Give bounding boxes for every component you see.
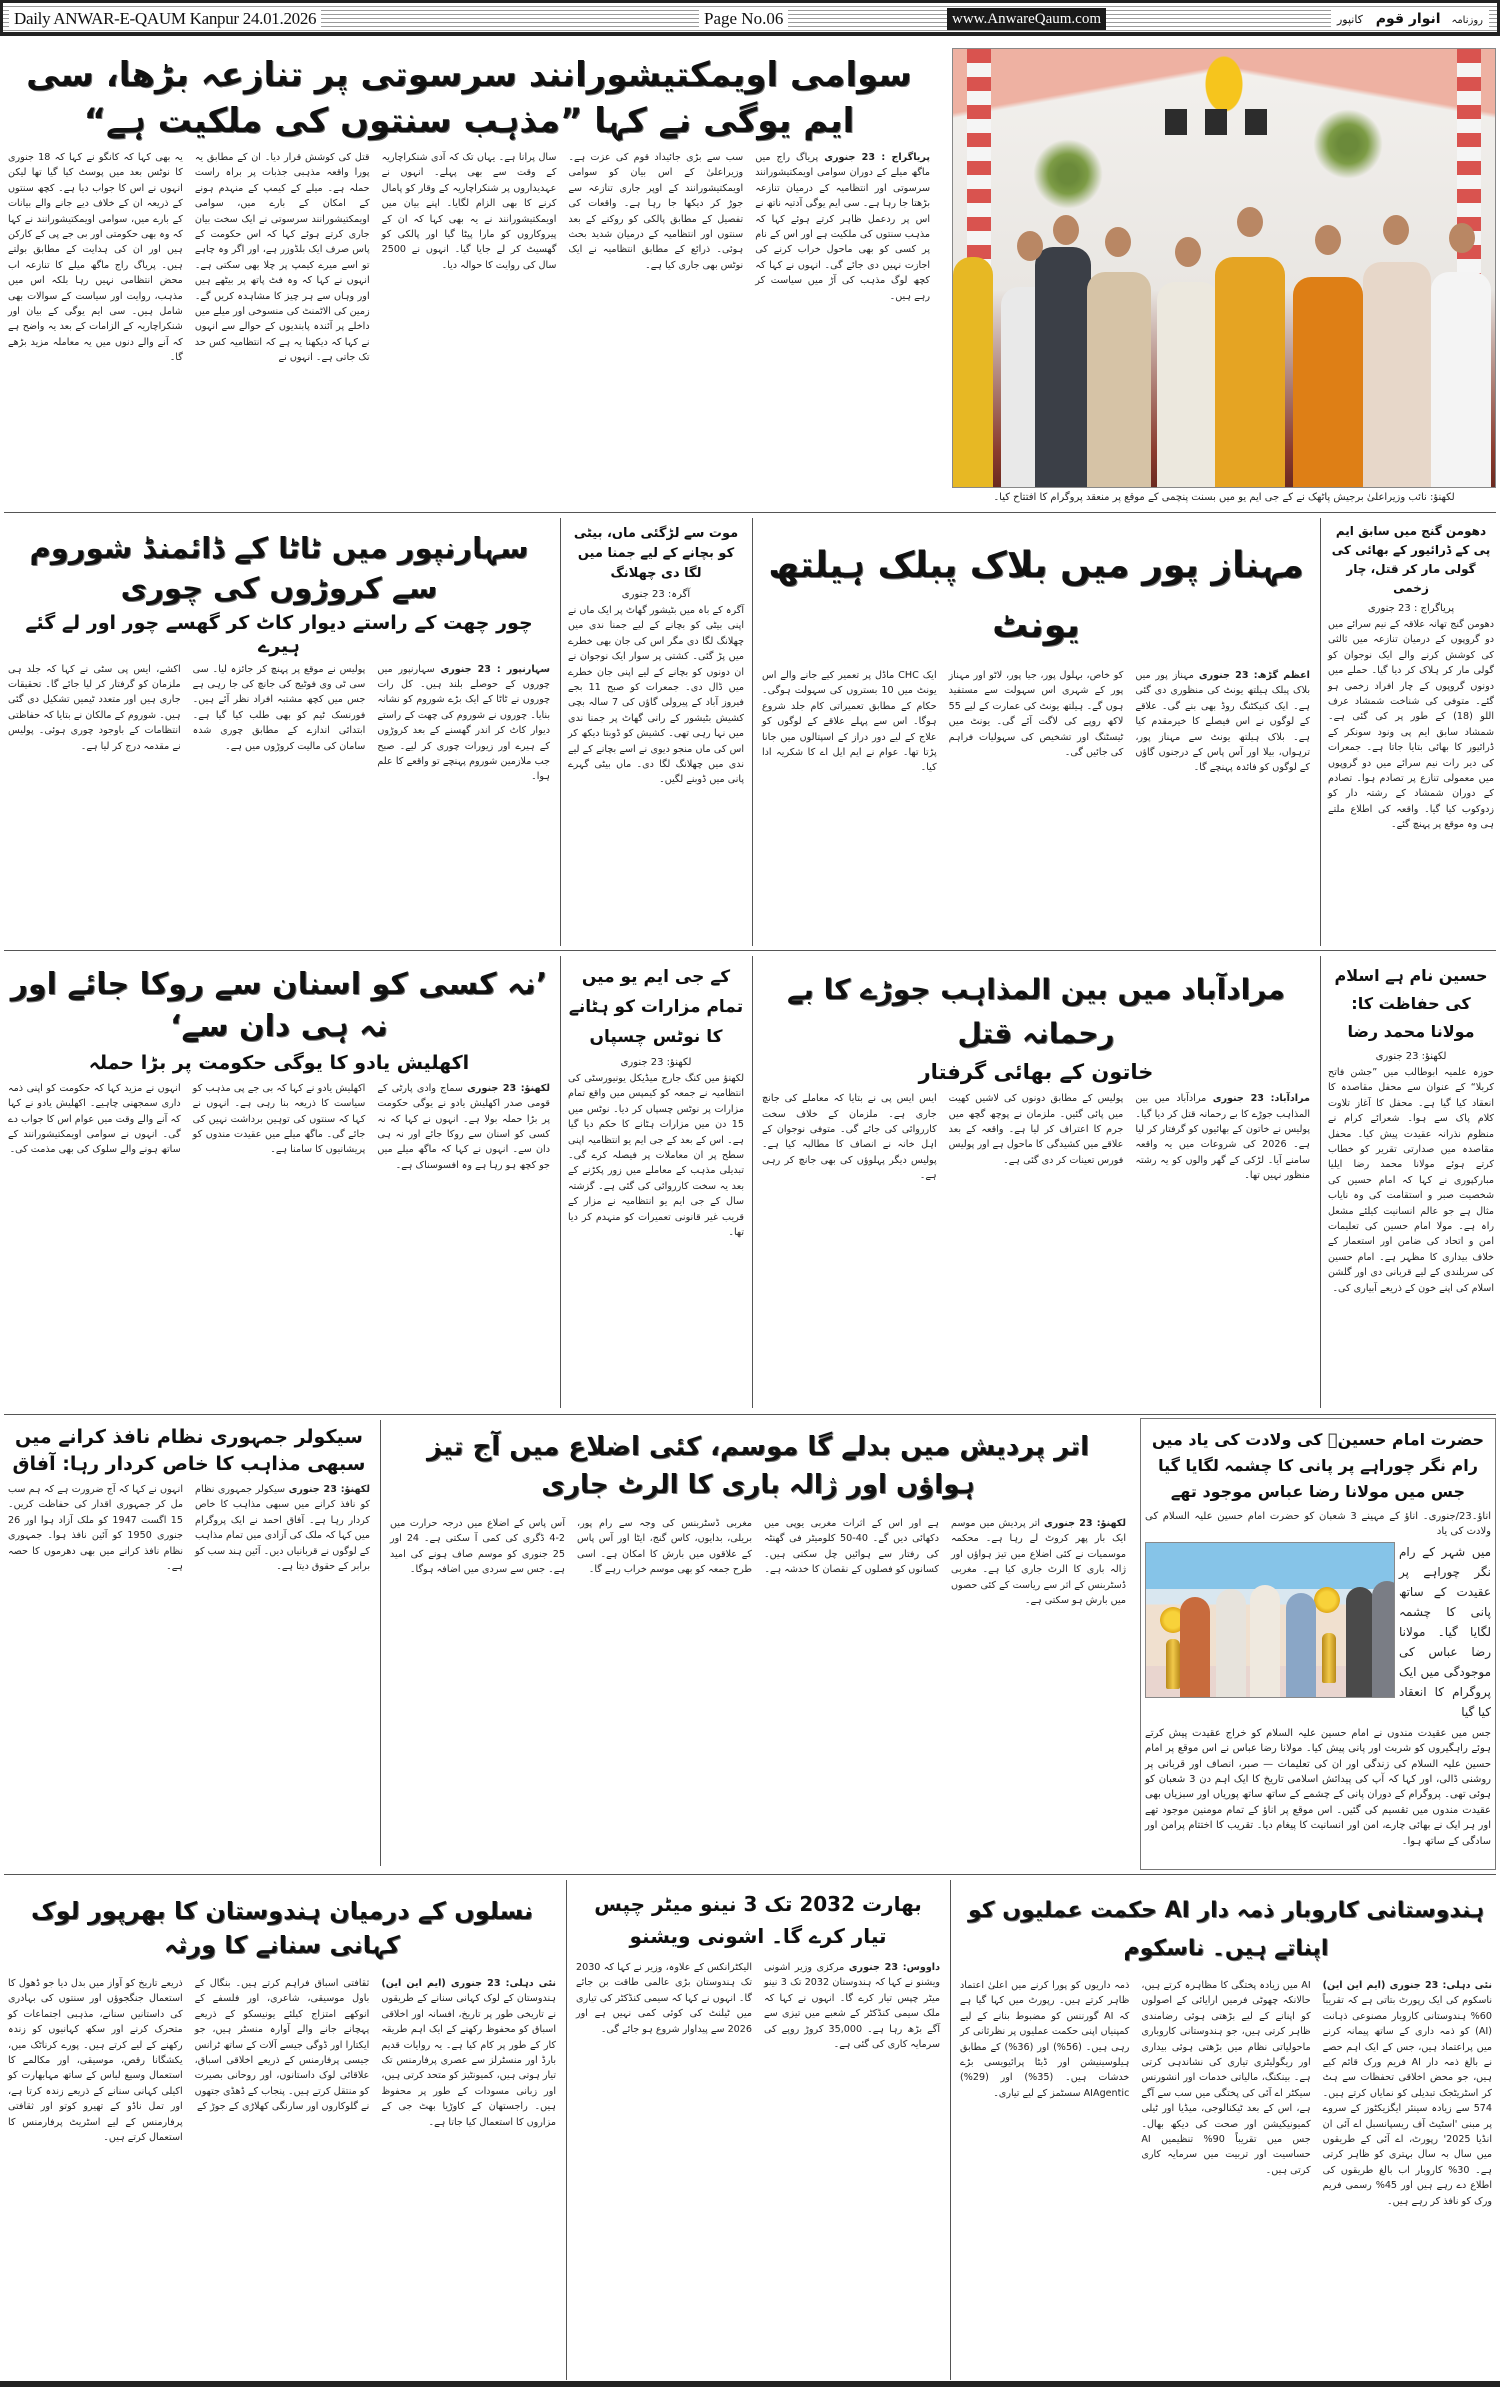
saharanpur-subhead: چور چھت کے راستے دیوار کاٹ کر گھسے چور اور لے گئے ہیرے: [25, 612, 533, 657]
secular-article: [4, 1420, 374, 1868]
folk-col-3: ذریعے تاریخ کو آواز میں بدل دیا جو ڈھول کا استعمال جنگجوؤں اور سنتوں کی بہادری کی داستانیں سنانے، مذہبی اجتماعات کو متحرک کرنے اور سکھ کہانیوں کو زندہ رکھنے کے لیے کرتے ہیں۔ پورے کرناٹک میں، یکشگانا رقص، موسیقی، اور مکالمے کا استعمال وسیع لباس کے ساتھ مہابھارت کو اکیلی کہانی سنانے کے ذریعے زندہ کرتا ہے، اور تمل ناڈو کے تھیرو کوتو اور ثقافتی پرفارمنس کے لیے اسٹریٹ پرفارمنس کا استعمال کرتے ہیں۔: [7, 1978, 183, 2144]
lead-col-5: یہ بھی کہا کہ کانگو نے کہا کہ 18 جنوری کا نوٹس بعد میں پوسٹ کیا گیا تھا لیکن انہوں نے اس کا جواب دیا ہے۔ کچھ سنتوں کے ذریعہ ان کے خلاف دیے جانے والے بیانات کے بارے میں، سوامی اویمکتیشورانند نے کہا کہ وہ بھی حکومتی اور بی جے پی کے کارکن ہیں اور ان کی ہدایت کے مطابق بولتے ہیں۔ پریاگ راج ماگھ میلے کا تنازعہ اب محض انتظامی نہیں رہا بلکہ اس میں مذہب، روایت اور سیاست کے سوالات بھی شامل ہیں۔ سی ایم یوگی کے بیان اور شنکراچاریہ کے الزامات کے بعد یہ واضح ہے کہ آنے والے دنوں میں یہ معاملہ مزید بڑھے گا۔: [8, 152, 183, 364]
lead-body: [4, 150, 934, 510]
mehnazpur-article: [758, 518, 1314, 948]
crowd: [953, 215, 1495, 487]
dhoomanganj-dateline: پریاگراج : 23 جنوری: [1367, 603, 1455, 614]
akhilesh-headline: ’نہ کسی کو اسنان سے روکا جائے اور نہ ہی دان سے‘: [10, 967, 548, 1044]
secular-col-1: لکھنؤ: 23 جنوری سیکولر جمہوری نظام کو نافذ کرانے میں سبھی مذاہب کا خاص کردار رہا ہے۔ آفاق احمد نے ایک پروگرام میں کہا کہ ملک کی آزادی میں تمام مذاہب کے لوگوں نے قربانیاں دیں۔ آئین ہند سب کو برابر کے حقوق دیتا ہے۔: [195, 1484, 370, 1573]
imam-hussain-headline: حضرت امام حسینؑ کی ولادت کی یاد میں رام نگر چوراہے پر پانی کا چشمہ لگایا گیا جس میں مولانا رضا عباس موجود تھے: [1152, 1430, 1484, 1501]
moradabad-subhead: خاتون کے بھائی گرفتار: [918, 1060, 1154, 1084]
bottom-border: [0, 2381, 1500, 2387]
lead-col-3: سال پرانا ہے۔ یہاں تک کہ آدی شنکراچاریہ کے وقت سے بھی پہلے۔ انہوں نے عہدیداروں پر شنکراچاریہ کے وقار کو پامال کرنے کا بھی الزام لگایا۔ اپنے بیان میں اویمکتیشورانند نے یہ بھی کہا کہ ان کے پیروکاروں کو مارا پیٹا گیا اور پالکی کو گھسیٹ کر لے جایا گیا۔ انہوں نے 2500 سال کی روایت کا حوالہ دیا۔: [381, 152, 557, 271]
akhilesh-article: [4, 956, 554, 1410]
secular-col-2: انہوں نے کہا کہ آج ضرورت ہے کہ ہم سب مل کر جمہوری اقدار کی حفاظت کریں۔ 15 اگست 1947 کو ملک آزاد ہوا اور 26 جنوری 1950 کو آئین نافذ ہوا۔ جمہوری نظام نافذ کرانے میں بھی دھرموں کا حصہ ہے۔: [8, 1484, 183, 1573]
kgmu-dateline: لکھنؤ: 23 جنوری: [620, 1057, 692, 1068]
mehnazpur-col-1: اعظم گڑھ: 23 جنوری مہناز پور میں بلاک پبلک ہیلتھ یونٹ کی منظوری دی گئی ہے۔ ایک کنیکٹنگ روڈ بھی بنے گی۔ علاقے کے لوگوں نے اس فیصلے کا خیرمقدم کیا ہے۔ بلاک ہیلتھ یونٹ سے مہناز پور، ترہواں، بیلا اور آس پاس کے درجنوں گاؤں کے لوگوں کو فائدہ پہنچے گا۔: [1135, 670, 1310, 774]
saharanpur-col-2: پولیس نے موقع پر پہنچ کر جائزہ لیا۔ سی سی ٹی وی فوٹیج کی جانچ کی جا رہی ہے جس میں کچھ مشتبہ افراد نظر آئے ہیں۔ فورنسک ٹیم کو بھی طلب کیا گیا ہے۔ ابتدائی اندازے کے مطابق چوری شدہ سامان کی مالیت کروڑوں میں ہے۔: [192, 663, 366, 752]
weather-article: [386, 1420, 1130, 1868]
kgmu-body: لکھنؤ میں کنگ جارج میڈیکل یونیورسٹی کی انتظامیہ نے جمعہ کو کیمپس میں واقع تمام مزارات پر نوٹس چسپاں کر دیا۔ نوٹس میں 15 دن میں مزارات ہٹانے کا حکم دیا گیا ہے۔ اس کے بعد کے جی ایم یو انتظامیہ اپنی سطح پر ان معاملات پر فیصلہ کرے گی۔ تبدیلی مذہب کے معاملے میں زور پکڑنے کے بعد یہ سخت کارروائی کی گئی ہے۔ گزشتہ سال کے جی ایم یو انتظامیہ نے مزار کے قریب غیر قانونی تعمیرات کو منہدم کر دیا تھا۔: [568, 1073, 744, 1239]
nanometer-col-2: الیکٹرانکس کے علاوہ، وزیر نے کہا کہ 2030 تک ہندوستان بڑی عالمی طاقت بن جائے گا۔ انہوں نے کہا کہ سیمی کنڈکٹر کی تیاری میں ٹیلنٹ کی کوئی کمی نہیں ہے اور 2026 سے پیداوار شروع ہو جائے گی۔: [576, 1962, 752, 2035]
mehnazpur-col-2: کو خاص، بہلول پور، جیا پور، لاٹو اور مہناز پور کے شہری اس سہولت سے مستفید ہوں گے۔ ہیلتھ یونٹ کی عمارت کے لیے 55 لاکھ روپے کی لاگت آئے گی۔ یونٹ میں ٹیسٹنگ اور تشخیص کی سہولیات فراہم کی جائیں گی۔: [948, 670, 1124, 759]
lead-col-2: سب سے بڑی جائیداد قوم کی عزت ہے۔ وزیراعلیٰ کے اس بیان کو سوامی اویمکتیشورانند کے اوپر جاری تنازعہ سے جوڑ کر دیکھا جا رہا ہے۔ واقعات کی تفصیل کے مطابق پالکی کو روکنے کے بعد سنتوں اور انتظامیہ کے درمیان شدید بحث ہوئی۔ ذرائع کے مطابق انتظامیہ نے ایک نوٹس بھی جاری کیا ہے۔: [568, 152, 744, 271]
lead-dateline: پریاگراج : 23 جنوری: [824, 152, 930, 163]
folk-col-2: ثقافتی اسباق فراہم کرتے ہیں۔ بنگال کے باول موسیقی، شاعری، اور فلسفے کے انوکھے امتزاج کیلئے یونیسکو کے ذریعے پہچانے جانے والے آوارہ منسٹر ہیں، جو ایکتارا اور ڈوگی جیسے آلات کے ساتھ ٹرانس جیسی پرفارمنس کے ذریعے اخلاقی اسباق، علاقائی لوک داستانوں، اور روحانی بصیرت کو منتقل کرتے ہیں۔ پنجاب کے ڈھڈی جتھوں نے گلوکاروں اور سارنگی کھلاڑی کے جوڑ کے: [194, 1978, 370, 2113]
imam-hussain-photo: [1145, 1542, 1395, 1698]
folk-stories-headline: نسلوں کے درمیان ہندوستان کا بھرپور لوک کہانی سنانے کا ورثہ: [31, 1897, 533, 1959]
hussain-dateline: لکھنؤ: 23 جنوری: [1375, 1051, 1447, 1062]
lead-col-4: قتل کی کوشش قرار دیا۔ ان کے مطابق یہ پورا واقعہ مذہبی جذبات پر براہ راست حملہ ہے۔ میلے کے کیمپ کے منہدم ہونے کے امکان کے بارے میں، سوامی اویمکتیشورانند سرسوتی نے ایک سخت بیان جاری کرتے ہوئے کہا کہ اس حکومت کے پاس صرف ایک بلڈوزر ہے، اور اگر وہ چاہے تو اسے میرے کیمپ پر چلا بھی سکتی ہے۔ انہوں نے کہا کہ وہ فٹ پاتھ پر بیٹھے ہیں اور وہاں سے ہر چیز کا مشاہدہ کریں گے۔ زمین کی الاٹمنٹ کی منسوخی اور میلے میں داخلے پر آئندہ پابندیوں کے حوالے سے انہوں نے کہا کہ دیکھنا یہ ہے کہ انتظامیہ کس حد تک جاتی ہے۔ انہوں نے: [194, 152, 370, 364]
newspaper-logo: [1331, 8, 1489, 30]
weather-col-1: لکھنؤ: 23 جنوری اتر پردیش میں موسم ایک بار پھر کروٹ لے رہا ہے۔ محکمہ موسمیات نے کئی اضلاع میں تیز ہواؤں اور ژالہ باری کا الرٹ جاری کیا ہے۔ مغربی ڈسٹربنس کے اثر سے ریاست کے کئی حصوں میں بارش ہو سکتی ہے۔: [951, 1518, 1126, 1607]
nanometer-col-1: داووس: 23 جنوری مرکزی وزیر اشونی ویشنو نے کہا کہ ہندوستان 2032 تک 3 نینو میٹر چپس تیار کرے گا۔ انہوں نے کہا کہ ملک سیمی کنڈکٹر کے شعبے میں تیزی سے آگے بڑھ رہا ہے۔ 35,000 کروڑ روپے کی سرمایہ کاری کی گئی ہے۔: [764, 1962, 940, 2051]
nasscom-col-1: نئی دہلی: 23 جنوری (ایم این این) ناسکوم کی ایک رپورٹ بتاتی ہے کہ تقریباً 60% ہندوستانی کاروبار مصنوعی ذہانت (AI) کو ذمہ داری کے ساتھ پیمانہ کرنے میں پراعتماد ہیں، جس کے ایک اہم حصے نے بالغ ذمہ دار AI فریم ورک قائم کیے ہیں، جو محض اخلاقی تحفظات سے ہٹ کر اسٹریٹجک تبدیلی کو نمایاں کرتے ہیں۔ 574 سے زیادہ سینئر ایگزیکٹوز کے سروے پر مبنی 'اسٹیٹ آف ریسپانسبل اے آئی ان انڈیا 2025' رپورٹ، اے آئی کے طریقوں میں سال بہ سال بہتری کو ظاہر کرتی ہے۔ 30% کاروبار اب بالغ طریقوں کی اطلاع دے رہے ہیں اور 45% رسمی فریم ورک کو نافذ کر رہے ہیں۔: [1322, 1980, 1492, 2207]
saharanpur-col-3: اکشے، ایس پی سٹی نے کہا کہ جلد ہی ملزمان کو گرفتار کر لیا جائے گا۔ تحقیقات جاری ہیں اور متعدد ٹیمیں تشکیل دی گئی ہیں۔ شوروم کے مالکان نے بتایا کہ حفاظتی انتظامات کے باوجود چوری ہوئی۔ پولیس نے مقدمہ درج کر لیا ہے۔: [7, 663, 181, 752]
lead-photo: [952, 48, 1496, 488]
imam-hussain-article: [1140, 1418, 1496, 1870]
imam-hussain-body: جس میں عقیدت مندوں نے امام حسین علیہ السلام کو خراج عقیدت پیش کرتے ہوئے راہگیروں کو شربت اور پانی پیش کیا۔ مولانا رضا عباس نے اس موقع پر امام حسین علیہ السلام کی زندگی اور ان کی تعلیمات — صبر، انصاف اور قربانی پر روشنی ڈالی، اور کہا کہ آپ کی پیدائش اسلامی تاریخ کا ایک اہم دن 3 شعبان کو ہوئی تھی۔ پروگرام کے دوران پانی کے چشمے کے ساتھ ساتھ پوریاں اور سبزیاں بھی عقیدت مندوں میں تقسیم کی گئیں۔ اس موقع پر اناؤ کے تمام مومنین موجود تھے اور ہر ایک نے بھائی چارے، امن اور انسانیت کا پیغام دیا۔ تقریب کا اختتام پرامن اور سادگی کے ساتھ ہوا۔: [1145, 1727, 1491, 1847]
moradabad-col-2: پولیس کے مطابق دونوں کی لاشیں کھیت میں پائی گئیں۔ ملزمان نے پوچھ گچھ میں جرم کا اعتراف کر لیا ہے۔ واقعہ کے بعد علاقے میں کشیدگی کا ماحول ہے اور پولیس فورس تعینات کر دی گئی ہے۔: [948, 1093, 1124, 1166]
mehnazpur-col-3: ایک CHC ماڈل پر تعمیر کیے جانے والے اس یونٹ میں 10 بستروں کی سہولت ہوگی۔ حکام کے مطابق تعمیراتی کام جلد شروع ہوگا۔ اس سے پہلے علاقے کے لوگوں کو علاج کے لیے دور دراز کے اسپتالوں میں جانا پڑتا تھا۔ عوام نے ایم ایل اے کا شکریہ ادا کیا۔: [761, 670, 937, 774]
saharanpur-col-1: سہارنپور : 23 جنوری سہارنپور میں چوروں کے حوصلے بلند ہیں۔ کل رات چوروں نے ٹاٹا کے ایک بڑے شوروم کو نشانہ بنایا۔ چوروں نے شوروم کی چھت کے راستے دیوار کاٹ کر اندر گھسنے کے بعد کروڑوں کے ہیرے اور زیورات چوری کر لیے۔ صبح جب ملازمین شوروم پہنچے تو واقعے کا علم ہوا۔: [377, 663, 550, 783]
agra-article: [566, 518, 746, 948]
folk-col-1: نئی دہلی: 23 جنوری (ایم این این) ہندوستان کے لوک کہانی سنانے کے طریقوں نے تاریخی طور پر تاریخ، افسانہ اور اخلاقی اسباق کو محفوظ رکھنے کے ایک اہم طریقہ کار کے طور پر کام کیا ہے۔ یہ روایات قدیم بارڈ اور منسٹرلز سے عصری پرفارمنس تک تیار ہوتی ہیں، کمیونٹیز کو متحد کرتی ہیں، اور زبانی مسودات کے طور پر محفوظ ہیں۔ راجستھان کے کاوڑیا بھٹ جی کے مزاروں کا استعمال کیا جاتا ہے۔: [381, 1978, 556, 2128]
imam-hussain-side-text: میں شہر کے رام نگر چوراہے پر عقیدت کے ساتھ پانی کا چشمہ لگایا گیا۔ مولانا رضا عباس کی موجودگی میں ایک پروگرام کا انعقاد کیا گیا: [1399, 1544, 1491, 1719]
nasscom-headline: ہندوستانی کاروبار ذمہ دار AI حکمت عملیوں کو اپناتے ہیں۔ ناسکوم: [968, 1898, 1484, 1961]
imam-hussain-lead: اناؤ۔23/جنوری۔ اناؤ کے مہینے 3 شعبان کو حضرت امام حسین علیہ السلام کی ولادت کی یاد: [1145, 1511, 1491, 1538]
nasscom-col-2: AI میں زیادہ پختگی کا مظاہرہ کرتے ہیں، حالانکہ چھوٹی فرمیں ارایائی کے اصولوں کو اپنانے کے لیے بڑھتی ہوئی رضامندی ظاہر کرتی ہیں، جو ہندوستانی کاروباری ماحولیاتی نظام میں بڑھتی ہوئی بیداری اور ریگولیٹری تیاری کی نشاندہی کرتی ہے۔ بینکنگ، مالیاتی خدمات اور انشورنس سیکٹر اے آئی کی پختگی میں سب سے آگے ہے، اس کے بعد ٹیکنالوجی، میڈیا اور ٹیلی کمیونیکیشن اور صحت کی دیکھ بھال۔ جس میں تقریباً 90% تنظیمیں AI حساسیت اور تربیت میں سرمایہ کاری کرتی ہیں۔: [1141, 1980, 1311, 2176]
weather-headline: اتر پردیش میں بدلے گا موسم، کئی اضلاع میں آج تیز ہواؤں اور ژالہ باری کا الرٹ جاری: [426, 1432, 1090, 1500]
moradabad-col-3: ایس ایس پی نے بتایا کہ معاملے کی جانچ جاری ہے۔ ملزمان کے خلاف سخت کارروائی کی جائے گی۔ متوفی نوجوان کے اہل خانہ نے انصاف کا مطالبہ کیا ہے۔ پولیس دیگر پہلوؤں کی بھی جانچ کر رہی ہے۔: [761, 1093, 937, 1182]
hussain-body: حوزہ علمیہ ابوطالب میں ”جشن فاتح کربلا“ کے عنوان سے محفل مقاصدہ کا انعقاد کیا گیا ہے۔ محفل کا آغاز تلاوت کلام پاک سے ہوا۔ شعرائے کرام نے منظوم نذرانہ عقیدت پیش کیا۔ محفل مقاصدہ میں صدارتی تقریر کو خطاب کرتے ہوئے مولانا محمد رضا ایلیا مبارکپوری نے کہا کہ امام حسین کی شخصیت صبر و استقامت کی وہ نایاب مثال ہے جو عالم انسانیت کیلئے مشعل راہ ہے۔ مولا امام حسین کی تعلیمات امن و اتحاد کی ضامن اور استعمار کے خلاف بیداری کا مظہر ہے۔ امام حسین کی سربلندی کے لیے قربانی دی اور گلشن اسلام کی اپنے خون کے ذریعے آبیاری کی۔: [1328, 1067, 1494, 1294]
hussain-headline: حسین نام ہے اسلام کی حفاظت کا: مولانا محمد رضا: [1334, 966, 1488, 1041]
akhilesh-col-2: اکھلیش یادو نے کہا کہ بی جے پی مذہب کو سیاست کا ذریعہ بنا رہی ہے۔ انہوں نے کہا کہ سنتوں کی توہین برداشت نہیں کی جائے گی۔ ماگھ میلے میں عقیدت مندوں کو پریشانیوں کا سامنا ہے۔: [192, 1082, 366, 1156]
saharanpur-headline: سہارنپور میں ٹاٹا کے ڈائمنڈ شوروم سے کروڑوں کی چوری: [29, 531, 529, 605]
page-number: Page No.06: [699, 8, 788, 30]
saharanpur-article: [4, 518, 554, 948]
hussain-article: [1326, 956, 1496, 1410]
lead-headline: سوامی اویمکتیشورانند سرسوتی پر تنازعہ بڑھا، سی ایم یوگی نے کہا ”مذہب سنتوں کی ملکیت ہے“: [26, 55, 912, 141]
nanometer-article: [572, 1880, 944, 2380]
akhilesh-col-1: لکھنؤ: 23 جنوری سماج وادی پارٹی کے قومی صدر اکھلیش یادو نے یوگی حکومت پر بڑا حملہ بولا ہے۔ انہوں نے کہا کہ نہ کسی کو اسنان سے روکا جائے اور نہ ہی دان سے۔ انہوں نے کہا کہ ماگھ میلے میں جو کچھ ہو رہا ہے وہ افسوسناک ہے۔: [377, 1082, 550, 1171]
logo-prefix: روزنامہ: [1451, 15, 1483, 26]
website-link[interactable]: www.AnwareQaum.com: [947, 8, 1106, 30]
weather-col-2: ہے اور اس کے اثرات مغربی یوپی میں دکھائی دیں گے۔ 40-50 کلومیٹر فی گھنٹہ کی رفتار سے ہوائیں چل سکتی ہیں۔ کسانوں کو فصلوں کے نقصان کا خدشہ ہے۔: [764, 1518, 939, 1576]
kgmu-headline: کے جی ایم یو میں تمام مزارات کو ہٹانے کا نوٹس چسپاں: [568, 967, 744, 1047]
mehnazpur-headline: مہناز پور میں بلاک پبلک ہیلتھ یونٹ: [768, 545, 1304, 646]
kgmu-article: [566, 956, 746, 1410]
dhoomanganj-body: دھومن گنج تھانہ علاقہ کے نیم سرائے میں دو گروپوں کے درمیان تنازعہ میں ثالثی کی کوشش کرنے والے ایک نوجوان کو گولی مار کر ہلاک کر دیا گیا۔ حملے میں دونوں گروپوں کے چار افراد زخمی ہو گئے۔ متوفی کی شناخت شمشاد عرف اللو (18) کے طور پر کی گئی ہے۔ شمشاد سابق ایم پی ونود سونکر کے ڈرائیور کا بھائی بتایا جاتا ہے۔ جمعرات کی دیر رات نیم سرائے میں دو گروپوں میں معمولی تنازع پر تصادم ہوا۔ تصادم کے دوران شمشاد کے رشتہ دار کو زدوکوب کیا گیا۔ واقعہ کی اطلاع ملتے ہی وہ موقع پر پہنچ گئے۔: [1328, 619, 1494, 831]
agra-headline: موت سے لڑگئی ماں، بیٹی کو بچانے کے لیے جمنا میں لگا دی چھلانگ: [573, 526, 739, 581]
nasscom-col-3: ذمہ داریوں کو پورا کرنے میں اعلیٰ اعتماد ظاہر کرتے ہیں۔ رپورٹ میں کہا گیا ہے کہ AI گورننس کو مضبوط بنانے کے لیے کمپنیاں اپنی حکمت عملیوں پر نظرثانی کر رہی ہیں۔ (56%) اور (36%) کے مطابق ہیلوسینیشن اور ڈیٹا پرائیویسی بڑے خدشات ہیں۔ (35%) اور (29%) AIAgentic سسٹمز کے لیے تیاری۔: [960, 1980, 1130, 2099]
lead-col-1: پریاگراج : 23 جنوری پریاگ راج میں ماگھ میلے کے دوران سوامی اویمکتیشورانند سرسوتی اور انتظامیہ کے درمیان تنازعہ بڑھتا جا رہا ہے۔ سی ایم یوگی آدتیہ ناتھ نے اس پر ردعمل ظاہر کرتے ہوئے کہا کہ مذہب سنتوں کی ملکیت ہے اور اس کے نام پر کسی کو بھی ماحول خراب کرنے کی اجازت نہیں دی جائے گی۔ انہوں نے کہا کہ کچھ لوگ مذہب کی آڑ میں سیاست کر رہے ہیں۔: [755, 152, 930, 302]
masthead-edition-date: Daily ANWAR-E-QAUM Kanpur 24.01.2026: [9, 8, 321, 30]
moradabad-col-1: مرادآباد: 23 جنوری مرادآباد میں بین المذاہب جوڑے کا بے رحمانہ قتل کر دیا گیا۔ پولیس نے خاتون کے بھائیوں کو گرفتار کر لیا ہے۔ 2026 کی شروعات میں یہ واقعہ سامنے آیا۔ لڑکی کے گھر والوں کو یہ رشتہ منظور نہیں تھا۔: [1135, 1093, 1310, 1182]
nanometer-headline: بھارت 2032 تک 3 نینو میٹر چپس تیار کرے گا۔ اشونی ویشنو: [594, 1892, 922, 1948]
secular-headline: سیکولر جمہوری نظام نافذ کرانے میں سبھی مذاہب کا خاص کردار رہا: آفاق: [12, 1426, 366, 1475]
weather-col-3: مغربی ڈسٹربنس کی وجہ سے رام پور، بریلی، بدایوں، کاس گنج، ایٹا اور آس پاس کے علاقوں میں بارش کا امکان ہے۔ اسی طرح جمعہ کو بھی موسم خراب رہے گا۔: [577, 1518, 752, 1576]
masthead-strip: [0, 0, 1500, 36]
akhilesh-col-3: انہوں نے مزید کہا کہ حکومت کو اپنی ذمہ داری سمجھنی چاہیے۔ اکھلیش یادو نے کہا کہ آنے والے وقت میں عوام اس کا جواب دے گی۔ انہوں نے سوامی اویمکتیشورانند کے ساتھ ہونے والے سلوک کی بھی مذمت کی۔: [7, 1082, 181, 1156]
dhoomanganj-article: [1326, 518, 1496, 948]
logo-name: انوار قوم: [1375, 11, 1441, 27]
nasscom-article: [956, 1880, 1496, 2380]
dhoomanganj-headline: دھومن گنج میں سابق ایم پی کے ڈرائیور کے بھائی کی گولی مار کر قتل، چار زخمی: [1331, 524, 1491, 595]
folk-stories-article: [4, 1880, 560, 2380]
lead-article: [4, 44, 934, 514]
agra-body: آگرہ کے باہ میں بٹیشور گھاٹ پر ایک ماں نے اپنی بیٹی کو بچانے کے لیے جمنا ندی میں چھلانگ لگا دی مگر اس کی جان بھی خطرے میں پڑ گئی۔ کشتی پر سوار ایک نوجوان نے ان دونوں کو بچانے کے لیے اپنی جان خطرے میں ڈال دی۔ جمعرات کو صبح 11 بجے فیروز آباد کے پیرولی گاؤں کی 7 سالہ بچی کشیش بٹیشور کے رانی گھاٹ پر جمنا ندی میں نہا رہی تھی۔ کشیش کو ڈوبتا دیکھ کر اس کی ماں منجو دیوی نے اسے بچانے کے لیے ندی میں چھلانگ لگا دی۔ ماں بیٹی گہرے پانی میں ڈوبنے لگیں۔: [568, 605, 745, 786]
logo-city: کانپور: [1336, 13, 1363, 26]
lead-photo-caption: لکھنؤ: نائب وزیراعلیٰ برجیش پاٹھک نے کے جی ایم یو میں بسنت پنچمی کے موقع پر منعقد پروگرام کا افتتاح کیا۔: [993, 492, 1455, 503]
weather-col-4: آس پاس کے اضلاع میں درجہ حرارت میں 2-4 ڈگری کی کمی آ سکتی ہے۔ 24 اور 25 جنوری کو موسم صاف ہونے کی امید ہے۔ جس سے سردی میں اضافہ ہوگا۔: [390, 1518, 566, 1576]
moradabad-article: [758, 956, 1314, 1410]
akhilesh-subhead: اکھلیش یادو کا یوگی حکومت پر بڑا حملہ: [88, 1052, 470, 1074]
moradabad-headline: مرادآباد میں بین المذاہب جوڑے کا بے رحمانہ قتل: [787, 973, 1285, 1050]
agra-dateline: آگرہ: 23 جنوری: [621, 589, 691, 600]
